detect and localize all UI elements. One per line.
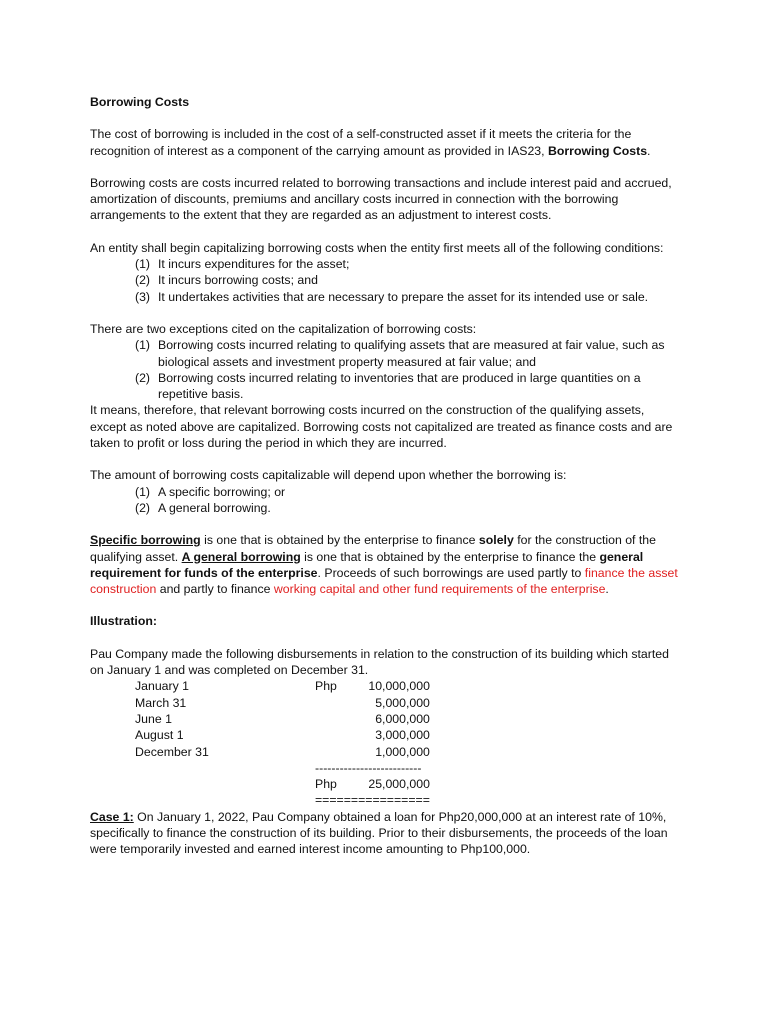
- list-number: (3): [135, 289, 151, 304]
- intro-emphasis: Borrowing Costs: [547, 143, 648, 158]
- list-item: [90, 500, 680, 516]
- date-cell: December 31: [135, 744, 209, 759]
- case1-text: On January 1, 2022, Pau Company obtained a loan for Php20,000,000 at an interest rate of 10%, specifically to finance the construction of its building. Prior to their disbursements, the proceeds of the loan were temporarily invested and earned interest income amounting to Php100,000.: [90, 809, 668, 857]
- text-span: and partly to finance: [156, 582, 274, 597]
- intro-end: .: [647, 143, 651, 158]
- illustration-text: Pau Company made the following disbursements in relation to the construction of its building which started on January 1 and was completed on December 31.: [90, 646, 669, 678]
- case1-paragraph: [90, 809, 680, 858]
- case1-label: Case 1:: [90, 809, 134, 824]
- amount-cell: 1,000,000: [375, 744, 430, 759]
- text-span: is one that is obtained by the enterprise to finance the: [300, 549, 600, 564]
- specific-borrowing-term: Specific borrowing: [90, 533, 201, 548]
- exceptions-conclusion: It means, therefore, that relevant borrowing costs incurred on the construction of the qualifying assets, except as noted above are capitalized. Borrowing costs not capitalized are treated as finance costs and are taken to profit or loss during the period in which they are incurred.: [90, 403, 673, 451]
- list-text: A general borrowing.: [158, 500, 271, 515]
- amount-cell: 10,000,000: [368, 679, 430, 694]
- conditions-list: [90, 256, 680, 305]
- solely-emphasis: solely: [478, 533, 514, 548]
- text-span: for the construction of the qualifying asset.: [90, 533, 656, 564]
- general-requirement-emphasis: general requirement for funds of the enterprise: [90, 549, 644, 580]
- table-row: [135, 760, 430, 776]
- page-title: Borrowing Costs: [90, 95, 190, 109]
- amount-cell: 3,000,000: [375, 728, 430, 743]
- exceptions-list: [90, 337, 680, 402]
- date-cell: January 1: [135, 679, 190, 694]
- exceptions-lead: There are two exceptions cited on the capitalization of borrowing costs:: [90, 321, 477, 336]
- total-double-rule: ================: [315, 793, 430, 808]
- list-text: Borrowing costs incurred relating to qualifying assets that are measured at fair value, such as biological assets and investment property measured at fair value; and: [158, 338, 665, 369]
- total-amount-cell: 25,000,000: [368, 777, 430, 792]
- list-text: A specific borrowing; or: [158, 484, 286, 499]
- illustration-heading: Illustration:: [90, 614, 157, 629]
- table-row: [135, 776, 430, 792]
- total-currency-cell: Php: [315, 777, 337, 792]
- text-span: . Proceeds of such borrowings are used partly to: [317, 565, 585, 580]
- currency-cell: Php: [315, 679, 337, 694]
- working-capital-highlight: working capital and other fund requirements of the enterprise: [273, 582, 606, 597]
- intro-text: The cost of borrowing is included in the cost of a self-constructed asset if it meets the criteria for the recognition of interest as a component of the carrying amount as provided in IAS23,: [90, 127, 632, 158]
- amount-cell: 5,000,000: [375, 695, 430, 710]
- list-number: (1): [135, 484, 151, 499]
- definition-paragraph: Borrowing costs are costs incurred related to borrowing transactions and include interest paid and accrued, amortization of discounts, premiums and ancillary costs incurred in connection with the borrowing arrangements to the extent that they are regarded as an adjustment to interest costs.: [90, 175, 672, 223]
- list-item: [90, 484, 680, 500]
- document-body: [90, 94, 680, 858]
- list-number: (2): [135, 273, 151, 288]
- list-text: It undertakes activities that are necessary to prepare the asset for its intended use or sale.: [158, 289, 649, 304]
- list-text: Borrowing costs incurred relating to inventories that are produced in large quantities on a repetitive basis.: [158, 370, 641, 402]
- subtotal-rule: --------------------------: [315, 760, 422, 775]
- list-number: (2): [135, 370, 151, 385]
- table-row: [135, 678, 430, 694]
- table-row: [135, 744, 430, 760]
- types-lead: The amount of borrowing costs capitalizable will depend upon whether the borrowing is:: [90, 468, 567, 483]
- currency-cell: [315, 744, 348, 760]
- borrowing-definitions-paragraph: [90, 532, 680, 597]
- list-text: It incurs borrowing costs; and: [158, 273, 318, 288]
- date-cell: August 1: [135, 728, 184, 743]
- list-item: [90, 370, 680, 403]
- table-row: [135, 711, 430, 727]
- conditions-lead: An entity shall begin capitalizing borrowing costs when the entity first meets all of the following conditions:: [90, 240, 664, 255]
- date-cell: March 31: [135, 695, 187, 710]
- intro-paragraph: [90, 126, 680, 159]
- empty-cell: [135, 760, 315, 776]
- list-number: (1): [135, 338, 151, 353]
- asset-construction-highlight: finance the asset construction: [90, 565, 678, 597]
- list-item: [90, 337, 680, 370]
- amount-cell: 6,000,000: [375, 711, 430, 726]
- list-item: [90, 289, 680, 305]
- general-borrowing-term: A general borrowing: [181, 549, 301, 564]
- currency-cell: [315, 695, 348, 711]
- list-text: It incurs expenditures for the asset;: [158, 257, 350, 272]
- list-item: [90, 256, 680, 272]
- empty-cell: [135, 776, 315, 792]
- list-item: [90, 272, 680, 288]
- list-number: (2): [135, 500, 151, 515]
- text-span: .: [605, 582, 609, 597]
- empty-cell: [135, 792, 315, 808]
- table-row: [135, 792, 430, 808]
- currency-cell: [315, 727, 348, 743]
- table-row: [135, 695, 430, 711]
- text-span: is one that is obtained by the enterprise to finance: [200, 533, 479, 548]
- disbursements-table: [135, 678, 430, 808]
- date-cell: June 1: [135, 711, 172, 726]
- list-number: (1): [135, 257, 151, 272]
- currency-cell: [315, 711, 348, 727]
- types-list: [90, 484, 680, 517]
- table-row: [135, 727, 430, 743]
